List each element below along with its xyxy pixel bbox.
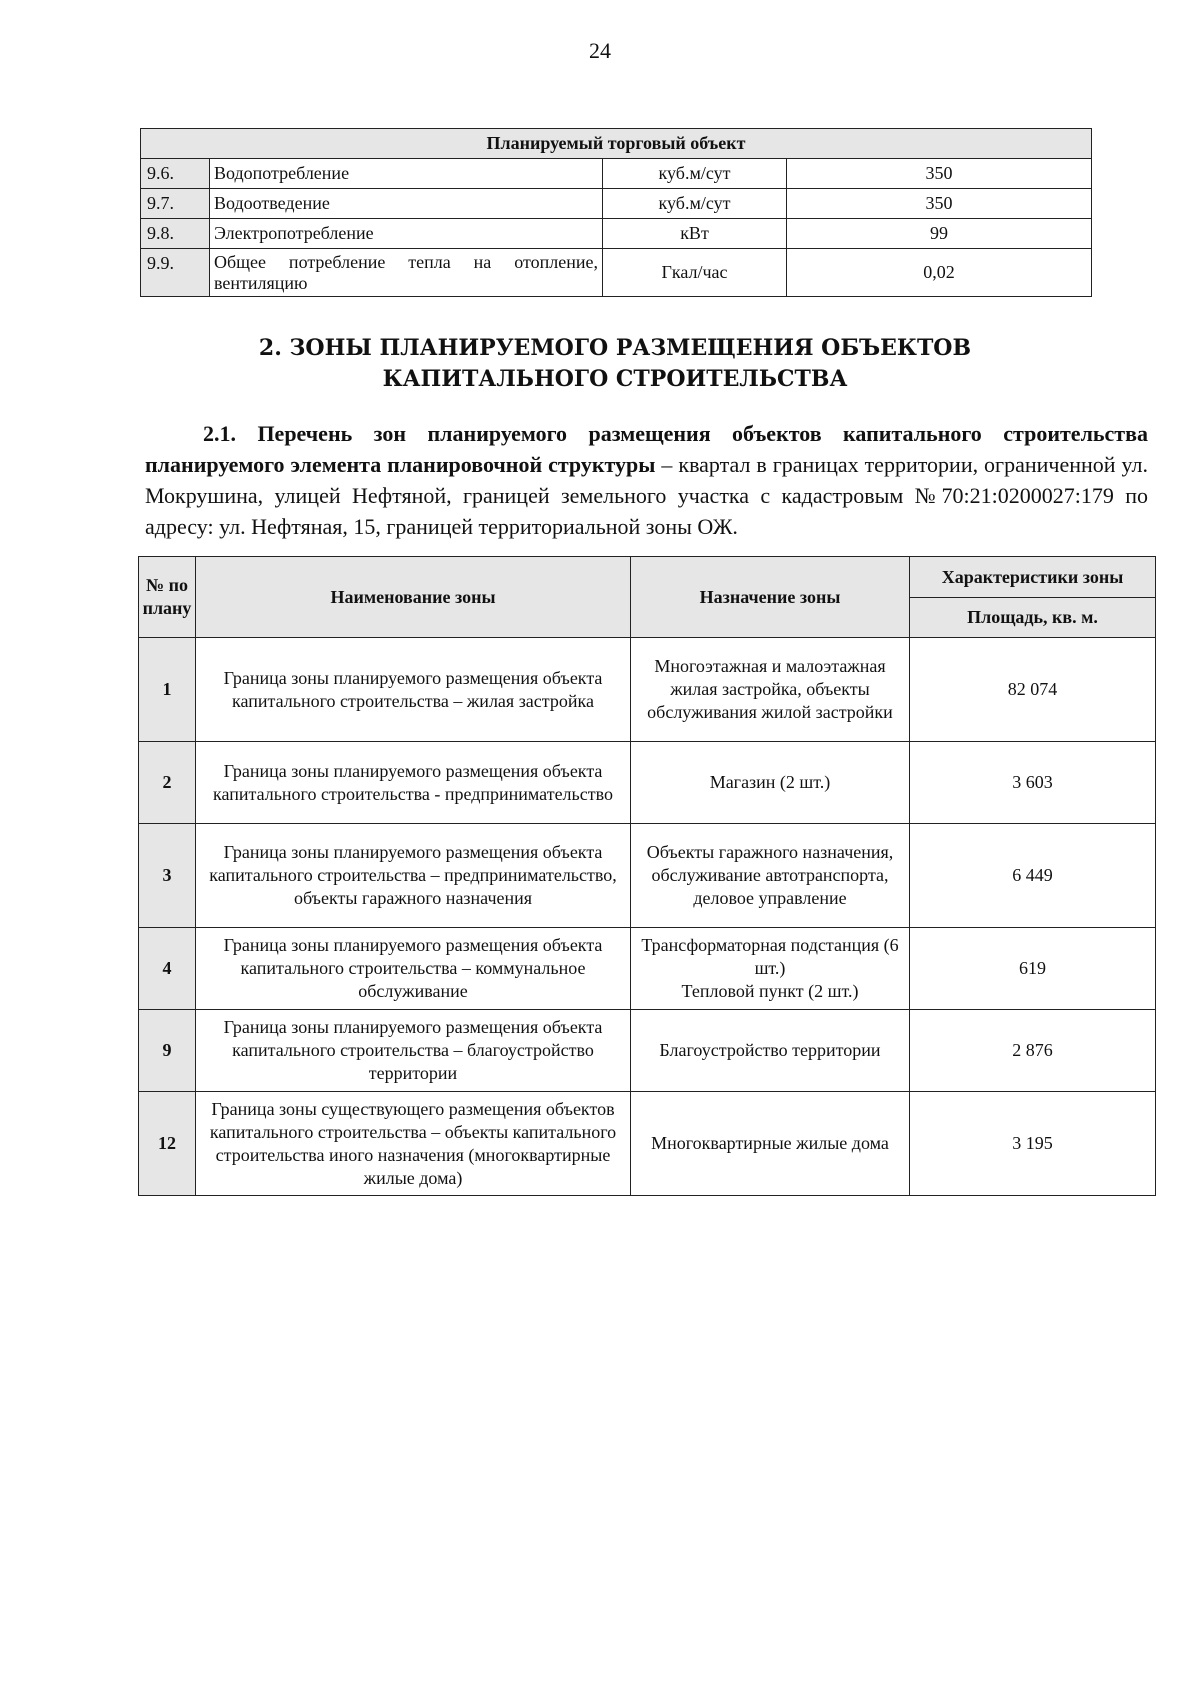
zone-number: 2: [139, 742, 196, 824]
header-num: № по плану: [139, 557, 196, 638]
zone-area: 3 195: [910, 1092, 1156, 1196]
table-row: [139, 742, 1156, 824]
table-row: [139, 1010, 1156, 1092]
table-row: [141, 249, 1092, 297]
page-number: 24: [589, 38, 611, 63]
row-name: Водоотведение: [210, 189, 603, 219]
table-row: [139, 1092, 1156, 1196]
zone-name: Граница зоны планируемого размещения объекта капитального строительства - предпринимательство: [196, 742, 631, 824]
header-characteristics: Характеристики зоны: [910, 557, 1156, 598]
zone-number: 12: [139, 1092, 196, 1196]
utilities-table-header: Планируемый торговый объект: [141, 129, 1092, 159]
zones-table: [138, 556, 1156, 1196]
zone-number: 9: [139, 1010, 196, 1092]
zone-purpose: Многоэтажная и малоэтажная жилая застройка, объекты обслуживания жилой застройки: [631, 638, 910, 742]
row-value: 99: [787, 219, 1092, 249]
zone-area: 6 449: [910, 824, 1156, 928]
row-number: 9.6.: [141, 159, 210, 189]
section-heading: 2. ЗОНЫ ПЛАНИРУЕМОГО РАЗМЕЩЕНИЯ ОБЪЕКТОВ КАПИТАЛЬНОГО СТРОИТЕЛЬСТВА: [258, 335, 972, 392]
row-unit: куб.м/сут: [603, 159, 787, 189]
zone-area: 82 074: [910, 638, 1156, 742]
zone-purpose: Благоустройство территории: [631, 1010, 910, 1092]
zone-purpose: Объекты гаражного назначения, обслуживание автотранспорта, деловое управление: [631, 824, 910, 928]
section-paragraph: [145, 418, 1148, 542]
zone-area: 619: [910, 928, 1156, 1010]
table-row: [139, 638, 1156, 742]
table-row: [141, 189, 1092, 219]
table-row: [141, 159, 1092, 189]
table-row: [141, 219, 1092, 249]
row-number: 9.7.: [141, 189, 210, 219]
paragraph-text: – квартал в границах территории, ограниченной ул. Мокрушина, улицей Нефтяной, границей земельного участка с кадастровым №70:21:0200027:179 по адресу: ул. Нефтяная, 15, границей территориальной зоны ОЖ.: [145, 452, 1148, 539]
row-name: Общее потребление тепла на отопление, вентиляцию: [210, 249, 603, 297]
zone-number: 1: [139, 638, 196, 742]
paragraph-bold-lead: 2.1. Перечень зон планируемого размещения объектов капитального строительства планируемого элемента планировочной структуры: [145, 421, 1148, 477]
row-name: Электропотребление: [210, 219, 603, 249]
zone-number: 4: [139, 928, 196, 1010]
row-number: 9.8.: [141, 219, 210, 249]
zone-name: Граница зоны планируемого размещения объекта капитального строительства – жилая застройка: [196, 638, 631, 742]
zone-purpose: Многоквартирные жилые дома: [631, 1092, 910, 1196]
row-number: 9.9.: [141, 249, 210, 297]
zone-name: Граница зоны планируемого размещения объекта капитального строительства – предпринимательство, объекты гаражного назначения: [196, 824, 631, 928]
table-row: [139, 824, 1156, 928]
utilities-table: [140, 128, 1092, 297]
row-value: 350: [787, 159, 1092, 189]
table-row: [139, 928, 1156, 1010]
zone-number: 3: [139, 824, 196, 928]
zone-name: Граница зоны планируемого размещения объекта капитального строительства – благоустройство территории: [196, 1010, 631, 1092]
header-purpose: Назначение зоны: [631, 557, 910, 638]
zone-area: 3 603: [910, 742, 1156, 824]
zone-purpose: Магазин (2 шт.): [631, 742, 910, 824]
row-unit: Гкал/час: [603, 249, 787, 297]
row-name: Водопотребление: [210, 159, 603, 189]
zone-purpose: Трансформаторная подстанция (6 шт.) Тепловой пункт (2 шт.): [631, 928, 910, 1010]
row-unit: куб.м/сут: [603, 189, 787, 219]
zone-area: 2 876: [910, 1010, 1156, 1092]
header-name: Наименование зоны: [196, 557, 631, 638]
zone-name: Граница зоны планируемого размещения объекта капитального строительства – коммунальное обслуживание: [196, 928, 631, 1010]
row-value: 350: [787, 189, 1092, 219]
row-value: 0,02: [787, 249, 1092, 297]
row-unit: кВт: [603, 219, 787, 249]
header-area: Площадь, кв. м.: [910, 598, 1156, 638]
zone-name: Граница зоны существующего размещения объектов капитального строительства – объекты капитального строительства иного назначения (многоквартирные жилые дома): [196, 1092, 631, 1196]
